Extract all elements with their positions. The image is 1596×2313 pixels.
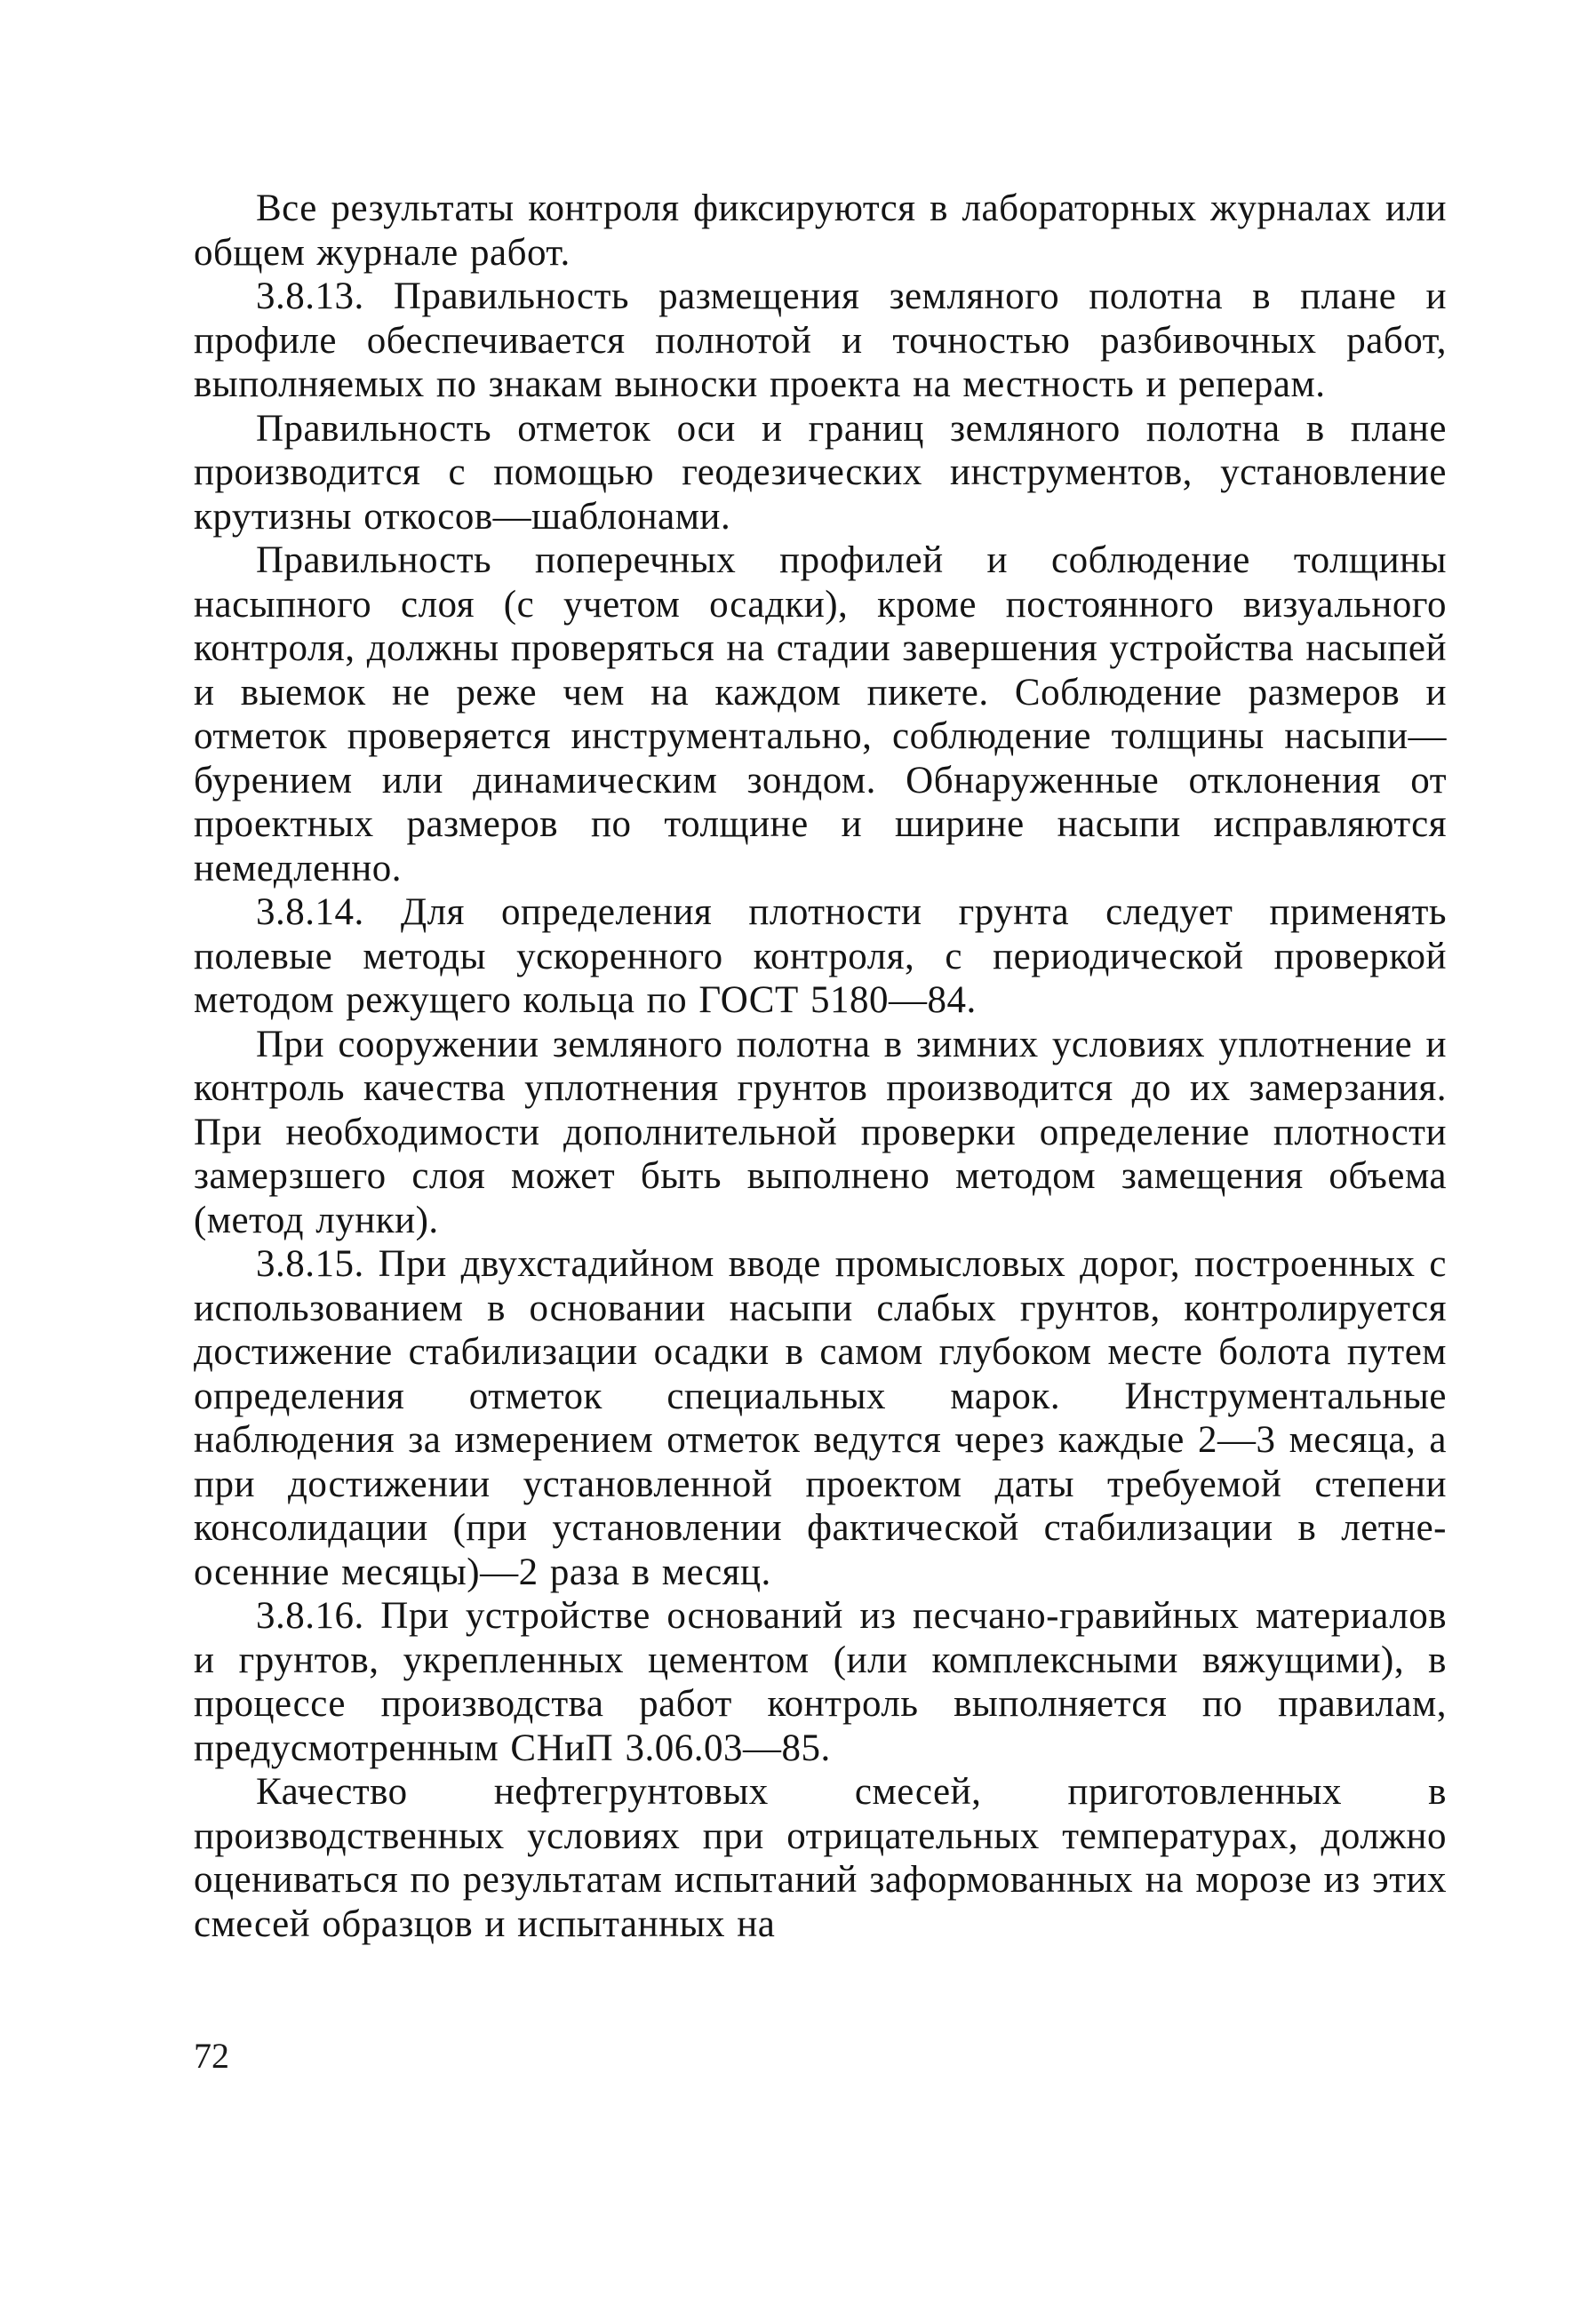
paragraph-3-8-13: 3.8.13. Правильность размещения земляного полотна в плане и профиле обеспечивается полнотой и точностью разбивочных работ, выполняемых по знакам выноски проекта на местность и реперам. <box>194 275 1447 405</box>
paragraph-axis-marks: Правильность отметок оси и границ земляного полотна в плане производится с помощью геодезических инструментов, установление крутизны откосов—шаблонами. <box>194 407 1447 538</box>
paragraph-lab-journals: Все результаты контроля фиксируются в лабораторных журналах или общем журнале работ. <box>194 187 1447 274</box>
body-text <box>194 187 1447 1946</box>
page-number: 72 <box>194 2036 229 2076</box>
paragraph-3-8-16: 3.8.16. При устройстве оснований из песчано-гравийных материалов и грунтов, укрепленных цементом (или комплексными вяжущими), в процессе производства работ контроль выполняется по правилам, предусмотренным СНиП 3.06.03—85. <box>194 1595 1447 1769</box>
paragraph-3-8-15: 3.8.15. При двухстадийном вводе промысловых дорог, построенных с использованием в основании насыпи слабых грунтов, контролируется достижение стабилизации осадки в самом глубоком месте болота путем определения отметок специальных марок. Инструментальные наблюдения за измерением отметок ведутся через каждые 2—3 месяца, а при достижении установленной проектом даты требуемой степени консолидации (при установлении фактической стабилизации в летне-осенние месяцы)—2 раза в месяц. <box>194 1243 1447 1593</box>
paragraph-cross-profiles: Правильность поперечных профилей и соблюдение толщины насыпного слоя (с учетом осадки), кроме постоянного визуального контроля, должны проверяться на стадии завершения устройства насыпей и выемок не реже чем на каждом пикете. Соблюдение размеров и отметок проверяется инструментально, соблюдение толщины насыпи—бурением или динамическим зондом. Обнаруженные отклонения от проектных размеров по толщине и ширине насыпи исправляются немедленно. <box>194 539 1447 889</box>
paragraph-oil-soil-mixtures: Качество нефтегрунтовых смесей, приготовленных в производственных условиях при отрицательных температурах, должно оцениваться по результатам испытаний заформованных на морозе из этих смесей образцов и испытанных на <box>194 1771 1447 1945</box>
paragraph-3-8-14: 3.8.14. Для определения плотности грунта следует применять полевые методы ускоренного контроля, с периодической проверкой методом режущего кольца по ГОСТ 5180—84. <box>194 891 1447 1021</box>
paragraph-winter-conditions: При сооружении земляного полотна в зимних условиях уплотнение и контроль качества уплотнения грунтов производится до их замерзания. При необходимости дополнительной проверки определение плотности замерзшего слоя может быть выполнено методом замещения объема (метод лунки). <box>194 1023 1447 1241</box>
